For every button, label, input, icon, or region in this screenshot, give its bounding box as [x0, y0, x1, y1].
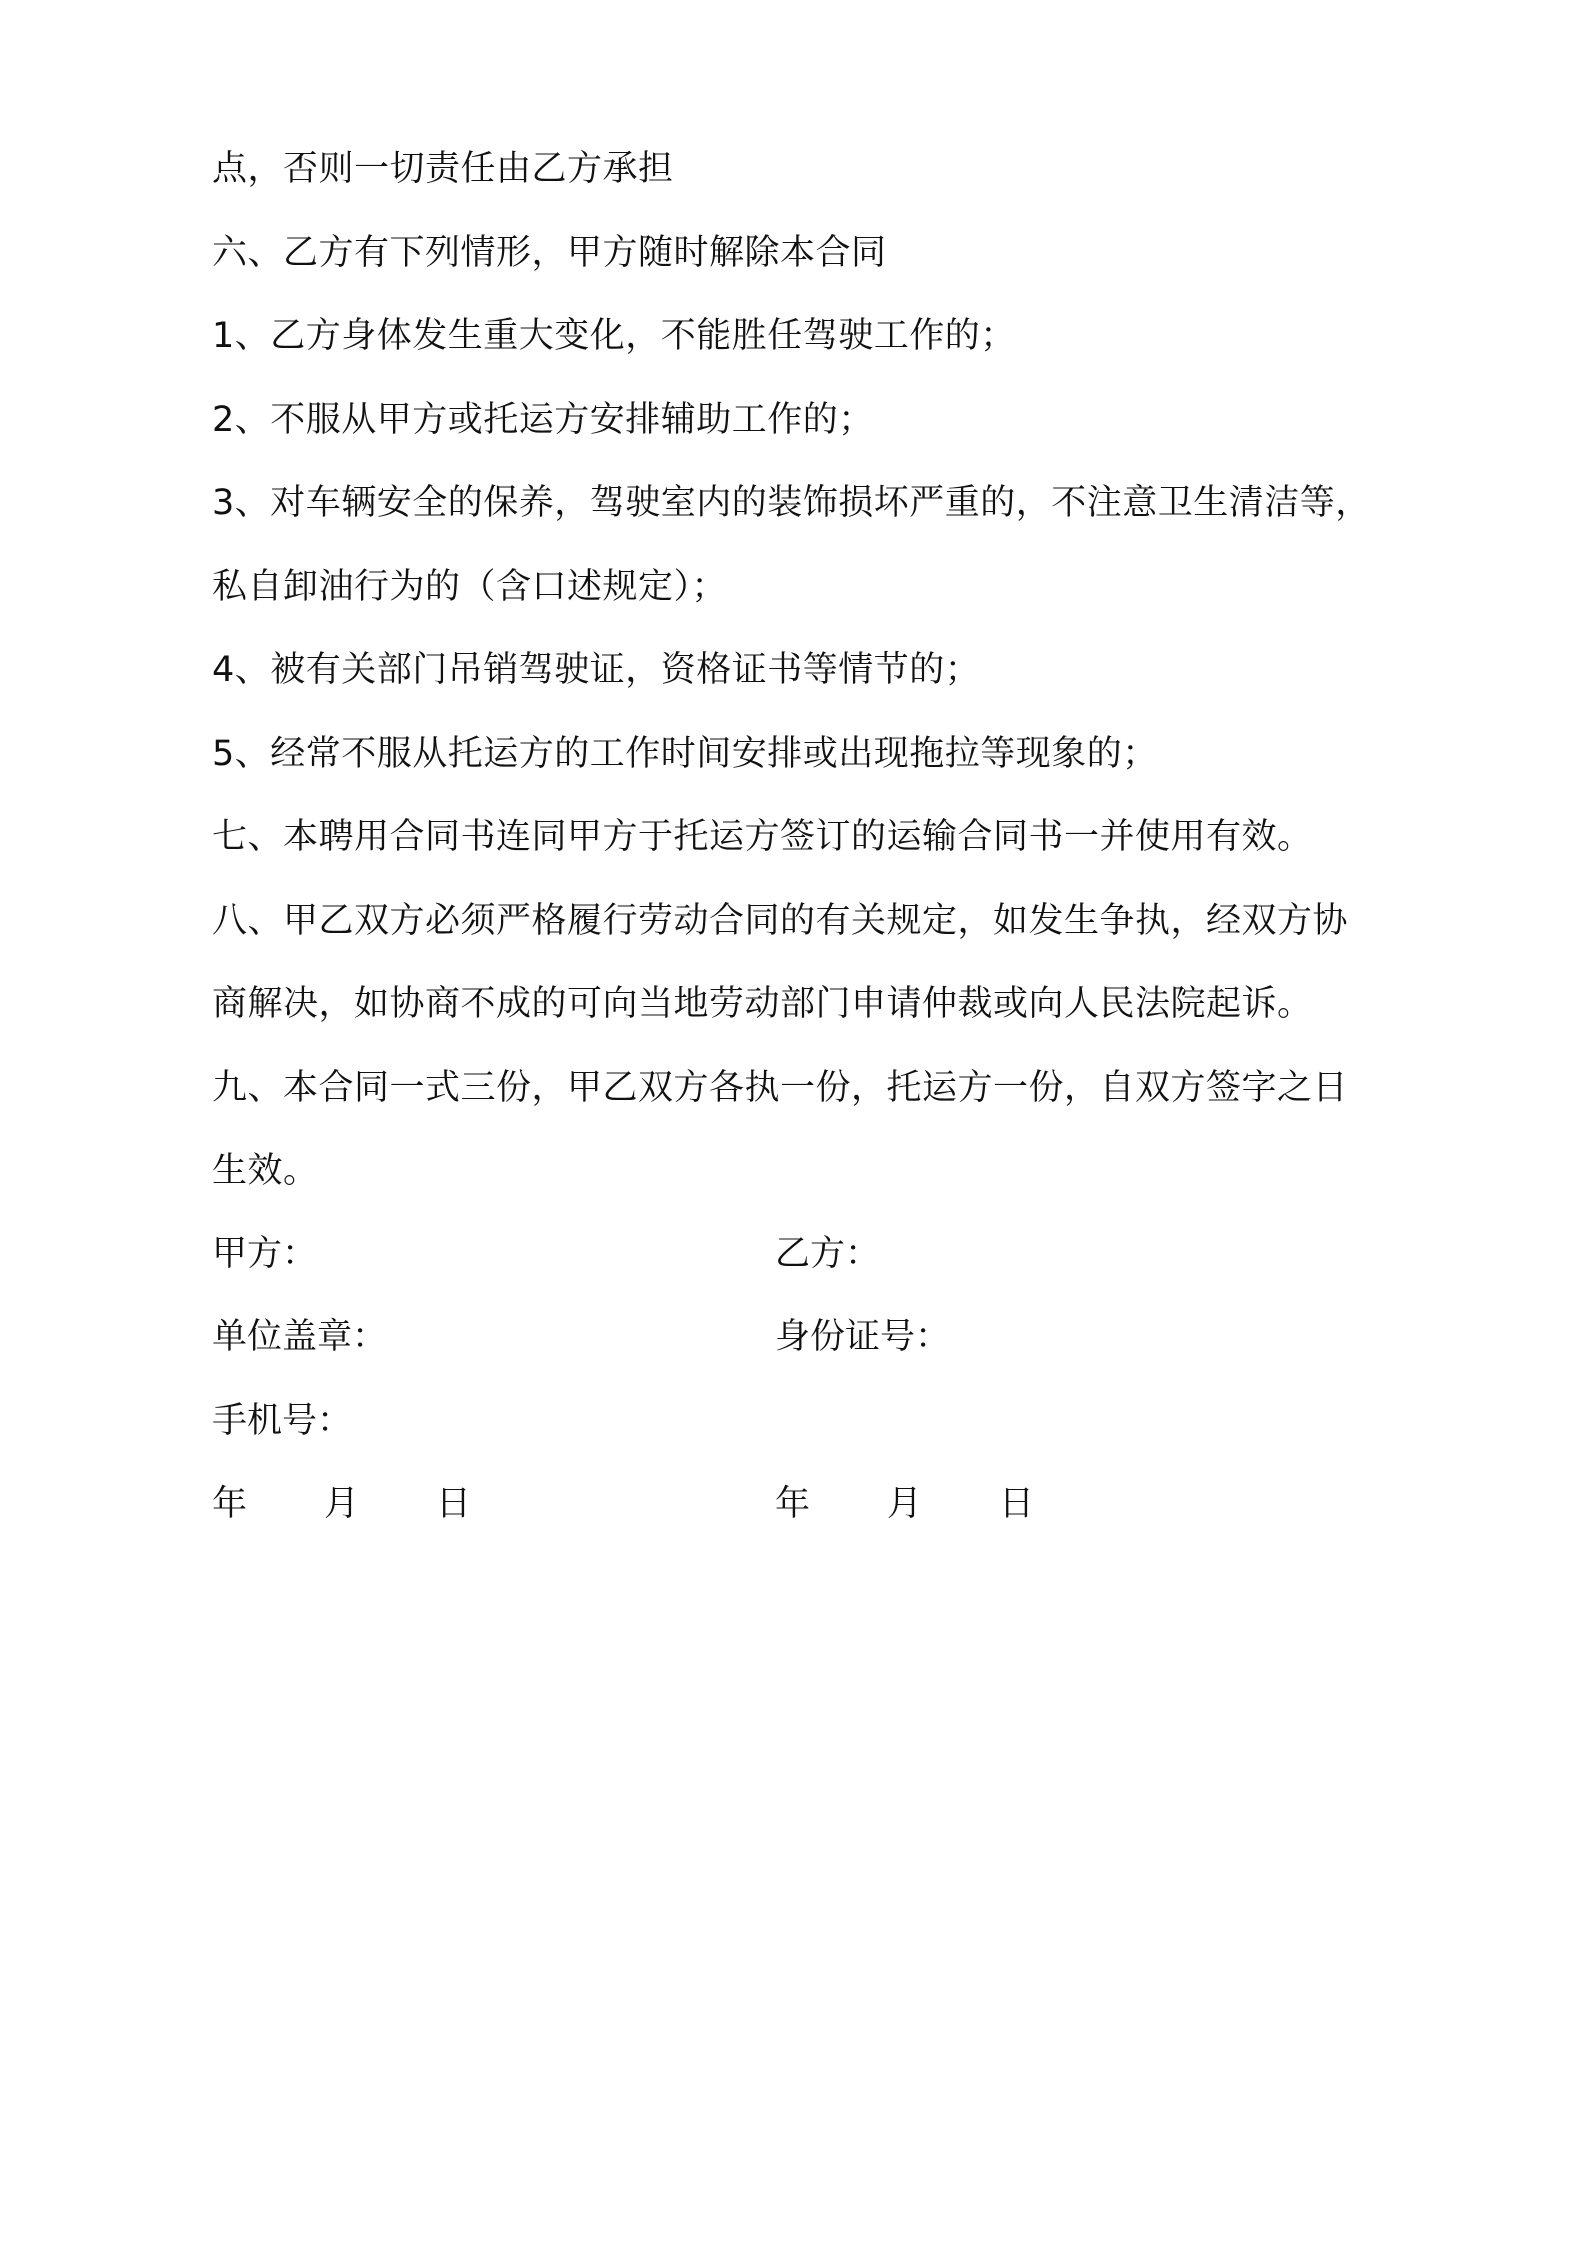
party-a-label: 甲方： [212, 1234, 318, 1274]
paragraph-line: 4、被有关部门吊销驾驶证，资格证书等情节的； [212, 650, 981, 690]
seal-label: 单位盖章： [212, 1317, 388, 1357]
date-day: 日 [999, 1484, 1035, 1524]
id-number-label: 身份证号： [775, 1317, 951, 1357]
date-year: 年 [775, 1484, 811, 1524]
party-b-label: 乙方： [775, 1234, 881, 1274]
signature-row-dates [212, 1463, 1422, 1547]
paragraph-line: 1、乙方身体发生重大变化，不能胜任驾驶工作的； [212, 316, 1016, 356]
paragraph-line: 七、本聘用合同书连同甲方于托运方签订的运输合同书一并使用有效。 [212, 817, 1313, 857]
paragraph-line: 3、对车辆安全的保养，驾驶室内的装饰损坏严重的，不注意卫生清洁等， [212, 483, 1371, 523]
phone-label: 手机号： [212, 1401, 353, 1441]
paragraph-line: 六、乙方有下列情形，甲方随时解除本合同 [212, 232, 887, 273]
paragraph-line: 点，否则一切责任由乙方承担 [212, 149, 674, 189]
paragraph-line: 八、甲乙双方必须严格履行劳动合同的有关规定，如发生争执，经双方协 [212, 900, 1349, 941]
party-a-date [212, 1463, 471, 1547]
date-month: 月 [324, 1484, 360, 1524]
paragraph-line: 5、经常不服从托运方的工作时间安排或出现拖拉等现象的； [212, 733, 1158, 774]
date-month: 月 [887, 1484, 923, 1524]
paragraph-line: 私自卸油行为的（含口述规定）； [212, 566, 728, 607]
paragraph-line: 商解决，如协商不成的可向当地劳动部门申请仲裁或向人民法院起诉。 [212, 984, 1313, 1024]
date-day: 日 [436, 1484, 472, 1524]
paragraph-line: 九、本合同一式三份，甲乙双方各执一份，托运方一份，自双方签字之日 [212, 1067, 1349, 1108]
contract-body [212, 128, 1422, 1214]
party-b-date [775, 1463, 1034, 1547]
date-year: 年 [212, 1484, 248, 1524]
signature-row-seal-id [212, 1296, 1422, 1380]
paragraph-line: 2、不服从甲方或托运方安排辅助工作的； [212, 399, 874, 440]
signature-row-parties [212, 1213, 1422, 1297]
signature-row-phone [212, 1380, 1422, 1464]
paragraph-line: 生效。 [212, 1151, 319, 1191]
